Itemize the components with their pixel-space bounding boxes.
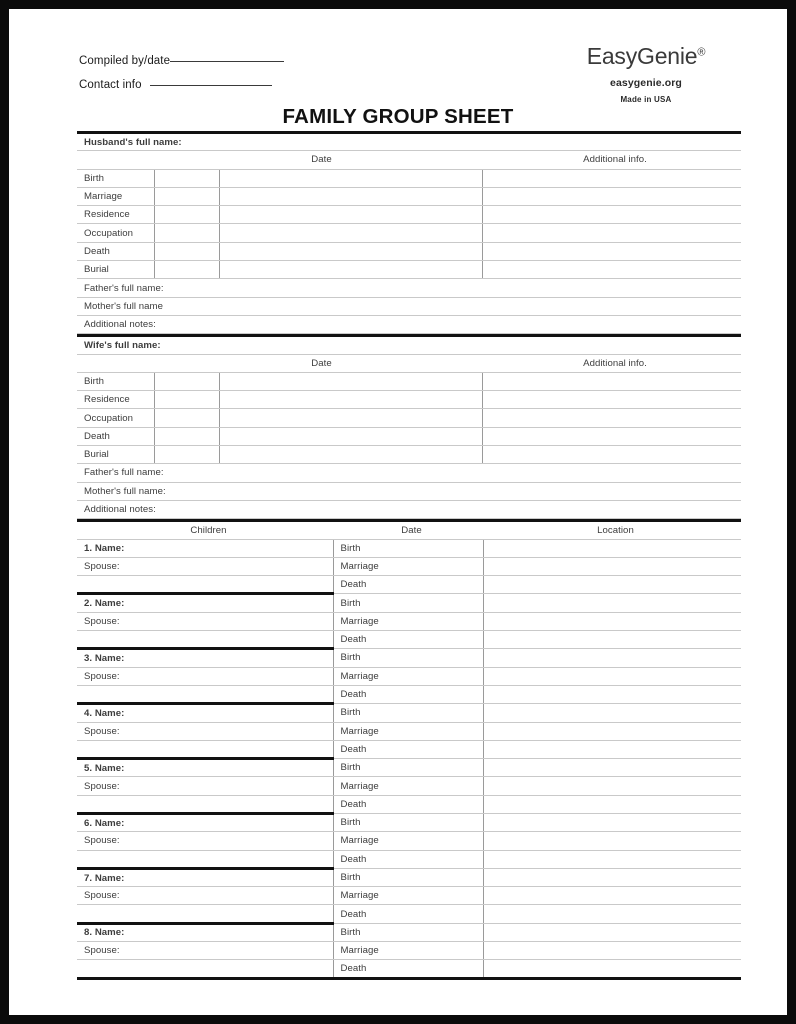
child-7-event-marriage: Marriage: [333, 887, 483, 905]
wife-row-occupation[interactable]: [77, 409, 741, 427]
husband-info-birth[interactable]: [482, 169, 741, 187]
wife-info-occupation[interactable]: [482, 409, 741, 427]
wife-row-death[interactable]: [77, 427, 741, 445]
child-3-location-marriage[interactable]: [483, 667, 741, 685]
wife-date-death[interactable]: [154, 427, 219, 445]
child-spouse-row[interactable]: [77, 887, 741, 905]
husband-column-headers: [77, 151, 741, 169]
brand-url: easygenie.org: [610, 77, 682, 89]
column-header-date: Date: [333, 521, 483, 539]
child-6-spouse-label: Spouse:: [77, 832, 333, 850]
wife-label-occupation: Occupation: [77, 409, 154, 427]
child-death-row[interactable]: [77, 795, 741, 813]
child-6-blank-cell[interactable]: [77, 850, 333, 868]
husband-location-residence[interactable]: [219, 206, 482, 224]
column-header-additional-info: Additional info.: [482, 354, 741, 372]
husband-label-occupation: Occupation: [77, 224, 154, 242]
child-1-event-birth: Birth: [333, 539, 483, 557]
husband-location-burial[interactable]: [219, 261, 482, 279]
child-death-row[interactable]: [77, 850, 741, 868]
husband-location-death[interactable]: [219, 242, 482, 260]
wife-label-death: Death: [77, 427, 154, 445]
wife-row-residence[interactable]: [77, 391, 741, 409]
child-6-event-marriage: Marriage: [333, 832, 483, 850]
husband-section: [77, 131, 741, 334]
wife-info-burial[interactable]: [482, 446, 741, 464]
child-1-spouse-label: Spouse:: [77, 557, 333, 575]
child-8-name-label: 8. Name:: [77, 923, 333, 941]
child-spouse-row[interactable]: [77, 722, 741, 740]
child-8-location-birth[interactable]: [483, 923, 741, 941]
column-header-location: Location: [483, 521, 741, 539]
child-4-name-label: 4. Name:: [77, 704, 333, 722]
husband-row-death[interactable]: [77, 242, 741, 260]
child-death-row[interactable]: [77, 631, 741, 649]
child-7-blank-cell[interactable]: [77, 905, 333, 923]
child-death-row[interactable]: [77, 905, 741, 923]
child-7-location-death[interactable]: [483, 905, 741, 923]
wife-father-label: Father's full name:: [77, 464, 741, 482]
compiled-by-label: Compiled by/date: [79, 55, 171, 67]
child-name-row[interactable]: [77, 868, 741, 886]
wife-section: [77, 334, 741, 519]
child-1-event-marriage: Marriage: [333, 557, 483, 575]
husband-info-burial[interactable]: [482, 261, 741, 279]
husband-date-birth[interactable]: [154, 169, 219, 187]
husband-row-marriage[interactable]: [77, 187, 741, 205]
child-3-event-marriage: Marriage: [333, 667, 483, 685]
wife-info-residence[interactable]: [482, 391, 741, 409]
husband-name-row[interactable]: [77, 133, 741, 151]
husband-info-occupation[interactable]: [482, 224, 741, 242]
husband-name-label: Husband's full name:: [77, 133, 741, 151]
husband-info-marriage[interactable]: [482, 187, 741, 205]
child-8-event-birth: Birth: [333, 923, 483, 941]
wife-row-birth[interactable]: [77, 372, 741, 390]
column-header-blank: [77, 354, 154, 372]
child-7-event-death: Death: [333, 905, 483, 923]
form-sheet: [9, 9, 787, 1015]
child-8-event-death: Death: [333, 960, 483, 978]
husband-date-marriage[interactable]: [154, 187, 219, 205]
child-7-spouse-label: Spouse:: [77, 887, 333, 905]
child-name-row[interactable]: [77, 923, 741, 941]
child-5-event-death: Death: [333, 795, 483, 813]
child-2-spouse-label: Spouse:: [77, 612, 333, 630]
contact-info-field[interactable]: [79, 75, 272, 91]
registered-trademark-icon: ®: [697, 46, 706, 59]
child-name-row[interactable]: [77, 594, 741, 612]
husband-label-birth: Birth: [77, 169, 154, 187]
child-3-spouse-label: Spouse:: [77, 667, 333, 685]
child-6-location-marriage[interactable]: [483, 832, 741, 850]
child-4-event-birth: Birth: [333, 704, 483, 722]
child-5-location-marriage[interactable]: [483, 777, 741, 795]
wife-info-birth[interactable]: [482, 372, 741, 390]
child-name-row[interactable]: [77, 759, 741, 777]
husband-label-death: Death: [77, 242, 154, 260]
child-name-row[interactable]: [77, 704, 741, 722]
wife-column-headers: [77, 354, 741, 372]
child-2-event-marriage: Marriage: [333, 612, 483, 630]
column-header-date: Date: [154, 151, 482, 169]
child-6-location-birth[interactable]: [483, 813, 741, 831]
wife-label-residence: Residence: [77, 391, 154, 409]
husband-date-burial[interactable]: [154, 261, 219, 279]
child-1-name-label: 1. Name:: [77, 539, 333, 557]
husband-label-burial: Burial: [77, 261, 154, 279]
child-spouse-row[interactable]: [77, 667, 741, 685]
husband-notes-row[interactable]: [77, 315, 741, 333]
wife-location-occupation[interactable]: [219, 409, 482, 427]
column-header-date: Date: [154, 354, 482, 372]
child-6-location-death[interactable]: [483, 850, 741, 868]
child-7-event-birth: Birth: [333, 868, 483, 886]
child-4-event-marriage: Marriage: [333, 722, 483, 740]
child-5-location-birth[interactable]: [483, 759, 741, 777]
husband-date-occupation[interactable]: [154, 224, 219, 242]
husband-row-birth[interactable]: [77, 169, 741, 187]
child-1-location-marriage[interactable]: [483, 557, 741, 575]
child-6-event-birth: Birth: [333, 813, 483, 831]
wife-row-burial[interactable]: [77, 446, 741, 464]
wife-name-label: Wife's full name:: [77, 336, 741, 354]
husband-location-birth[interactable]: [219, 169, 482, 187]
child-8-location-marriage[interactable]: [483, 942, 741, 960]
child-8-spouse-label: Spouse:: [77, 942, 333, 960]
child-1-location-birth[interactable]: [483, 539, 741, 557]
child-1-blank-cell[interactable]: [77, 576, 333, 594]
child-2-name-label: 2. Name:: [77, 594, 333, 612]
husband-date-residence[interactable]: [154, 206, 219, 224]
child-name-row[interactable]: [77, 649, 741, 667]
husband-row-occupation[interactable]: [77, 224, 741, 242]
husband-mother-row[interactable]: [77, 297, 741, 315]
child-2-event-birth: Birth: [333, 594, 483, 612]
column-header-additional-info: Additional info.: [482, 151, 741, 169]
child-3-blank-cell[interactable]: [77, 685, 333, 703]
child-8-blank-cell[interactable]: [77, 960, 333, 978]
child-spouse-row[interactable]: [77, 942, 741, 960]
child-2-event-death: Death: [333, 631, 483, 649]
child-4-blank-cell[interactable]: [77, 740, 333, 758]
child-5-blank-cell[interactable]: [77, 795, 333, 813]
brand-made-in-usa: Made in USA: [620, 95, 672, 104]
compiled-by-write-line[interactable]: [170, 51, 284, 62]
wife-label-birth: Birth: [77, 372, 154, 390]
husband-info-residence[interactable]: [482, 206, 741, 224]
wife-date-burial[interactable]: [154, 446, 219, 464]
child-7-location-marriage[interactable]: [483, 887, 741, 905]
child-3-event-birth: Birth: [333, 649, 483, 667]
brand-name: [551, 45, 741, 68]
child-4-location-marriage[interactable]: [483, 722, 741, 740]
child-3-location-death[interactable]: [483, 685, 741, 703]
child-6-name-label: 6. Name:: [77, 813, 333, 831]
child-spouse-row[interactable]: [77, 557, 741, 575]
child-5-event-birth: Birth: [333, 759, 483, 777]
child-3-event-death: Death: [333, 685, 483, 703]
wife-mother-row[interactable]: [77, 482, 741, 500]
husband-mother-label: Mother's full name: [77, 297, 741, 315]
child-5-name-label: 5. Name:: [77, 759, 333, 777]
child-5-event-marriage: Marriage: [333, 777, 483, 795]
child-2-location-marriage[interactable]: [483, 612, 741, 630]
wife-location-residence[interactable]: [219, 391, 482, 409]
husband-label-residence: Residence: [77, 206, 154, 224]
child-8-event-marriage: Marriage: [333, 942, 483, 960]
child-8-location-death[interactable]: [483, 960, 741, 978]
wife-father-row[interactable]: [77, 464, 741, 482]
wife-notes-row[interactable]: [77, 500, 741, 518]
children-section: [77, 519, 741, 979]
child-spouse-row[interactable]: [77, 777, 741, 795]
child-4-location-death[interactable]: [483, 740, 741, 758]
husband-row-residence[interactable]: [77, 206, 741, 224]
child-2-location-birth[interactable]: [483, 594, 741, 612]
child-name-row[interactable]: [77, 539, 741, 557]
husband-row-burial[interactable]: [77, 261, 741, 279]
husband-location-marriage[interactable]: [219, 187, 482, 205]
husband-father-row[interactable]: [77, 279, 741, 297]
child-spouse-row[interactable]: [77, 612, 741, 630]
husband-label-marriage: Marriage: [77, 187, 154, 205]
form-body: [77, 131, 741, 980]
child-7-location-birth[interactable]: [483, 868, 741, 886]
child-1-event-death: Death: [333, 576, 483, 594]
wife-date-residence[interactable]: [154, 391, 219, 409]
column-header-blank: [77, 151, 154, 169]
wife-location-burial[interactable]: [219, 446, 482, 464]
child-2-blank-cell[interactable]: [77, 631, 333, 649]
child-5-spouse-label: Spouse:: [77, 777, 333, 795]
page-title: FAMILY GROUP SHEET: [282, 105, 514, 128]
contact-info-label: Contact info: [79, 79, 142, 91]
husband-notes-label: Additional notes:: [77, 315, 741, 333]
sheet-header: [9, 9, 787, 128]
child-5-location-death[interactable]: [483, 795, 741, 813]
child-name-row[interactable]: [77, 813, 741, 831]
wife-location-death[interactable]: [219, 427, 482, 445]
child-2-location-death[interactable]: [483, 631, 741, 649]
child-3-location-birth[interactable]: [483, 649, 741, 667]
husband-father-label: Father's full name:: [77, 279, 741, 297]
wife-name-row[interactable]: [77, 336, 741, 354]
husband-date-death[interactable]: [154, 242, 219, 260]
child-death-row[interactable]: [77, 740, 741, 758]
wife-info-death[interactable]: [482, 427, 741, 445]
husband-location-occupation[interactable]: [219, 224, 482, 242]
column-header-children: Children: [77, 521, 333, 539]
child-death-row[interactable]: [77, 576, 741, 594]
child-4-location-birth[interactable]: [483, 704, 741, 722]
child-7-name-label: 7. Name:: [77, 868, 333, 886]
wife-date-occupation[interactable]: [154, 409, 219, 427]
wife-date-birth[interactable]: [154, 372, 219, 390]
brand-name-text: EasyGenie: [586, 43, 698, 69]
child-1-location-death[interactable]: [483, 576, 741, 594]
child-death-row[interactable]: [77, 960, 741, 978]
contact-info-write-line[interactable]: [150, 75, 272, 86]
wife-location-birth[interactable]: [219, 372, 482, 390]
child-death-row[interactable]: [77, 685, 741, 703]
wife-notes-label: Additional notes:: [77, 500, 741, 518]
child-spouse-row[interactable]: [77, 832, 741, 850]
husband-info-death[interactable]: [482, 242, 741, 260]
wife-label-burial: Burial: [77, 446, 154, 464]
child-3-name-label: 3. Name:: [77, 649, 333, 667]
wife-mother-label: Mother's full name:: [77, 482, 741, 500]
compiled-by-field[interactable]: [79, 51, 284, 67]
child-4-spouse-label: Spouse:: [77, 722, 333, 740]
brand-logo: [551, 45, 741, 104]
children-column-headers: [77, 521, 741, 539]
child-4-event-death: Death: [333, 740, 483, 758]
child-6-event-death: Death: [333, 850, 483, 868]
